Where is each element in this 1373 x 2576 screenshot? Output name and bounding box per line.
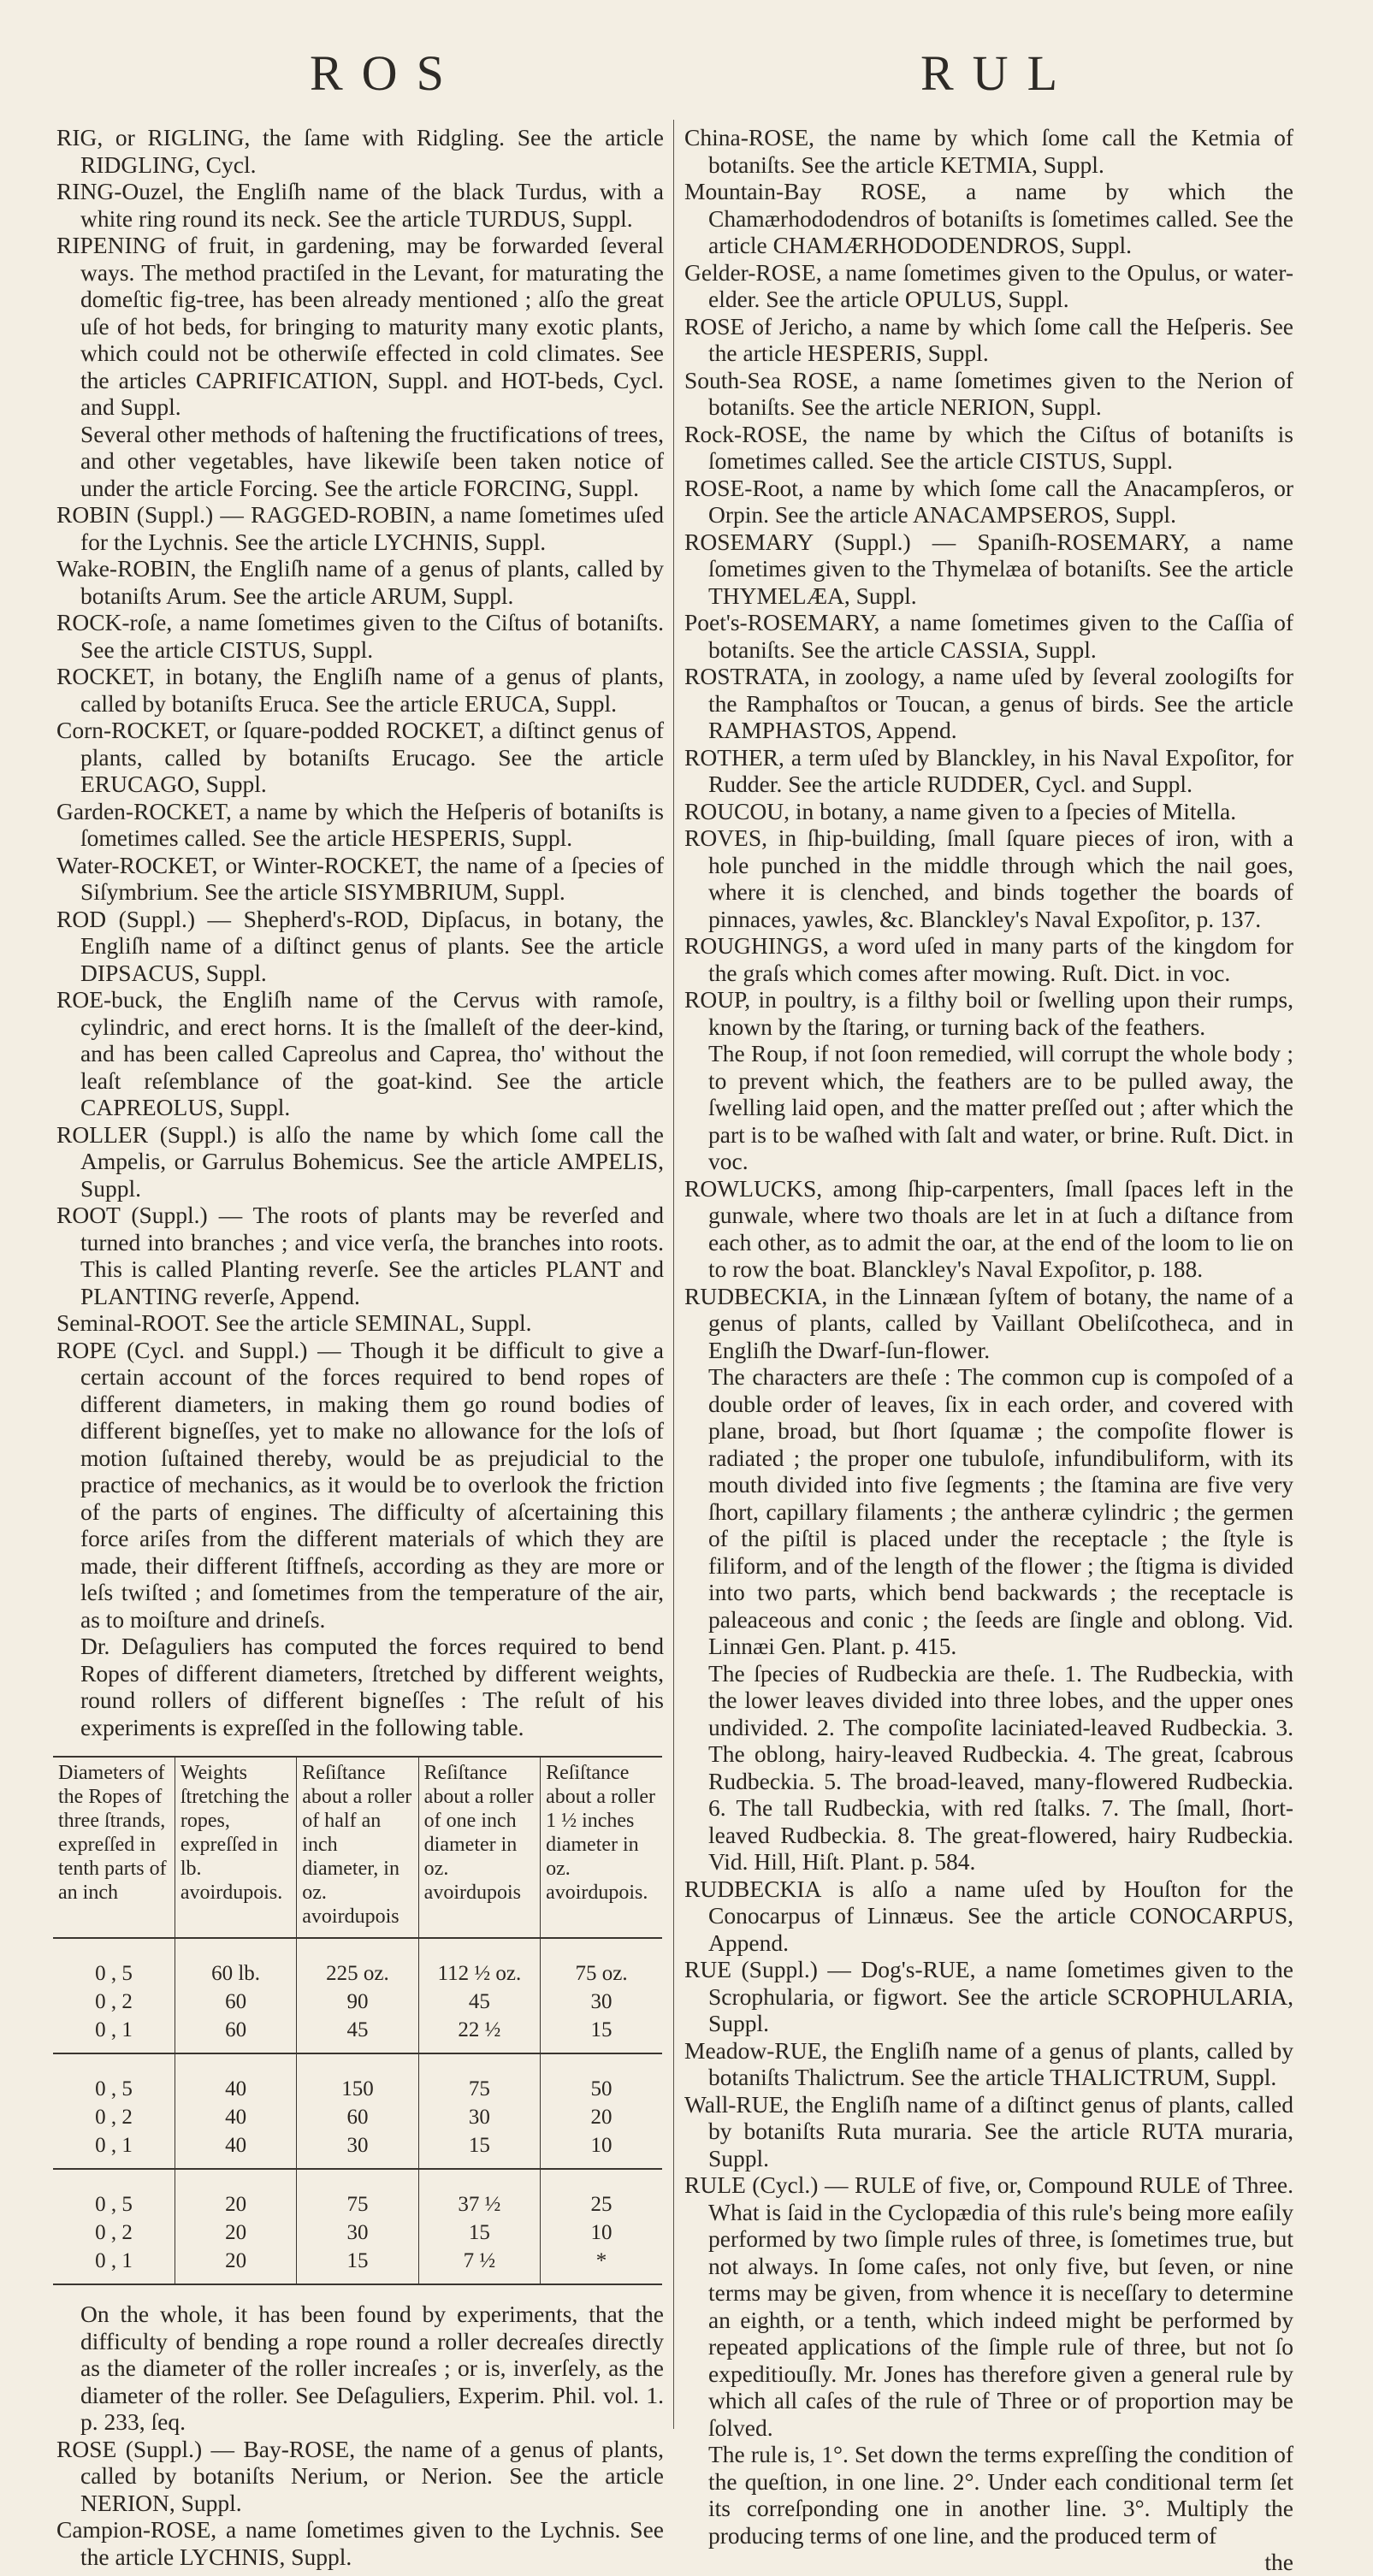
table-header-row [53,1757,662,1938]
entry-water-rocket: Water-ROCKET, or Winter-ROCKET, the name of a ſpecies of Siſymbrium. See the article SISYMBRIUM, Suppl. [56,851,664,905]
entry-rose-of-jericho: ROSE of Jericho, a name by which ſome call the Heſperis. See the article HESPERIS, Suppl. [684,312,1293,366]
left-column [56,124,664,2570]
table-row [53,1938,662,1988]
table-cell: 0 , 1 [53,2016,175,2053]
entry-rowlucks: ROWLUCKS, among ſhip-carpenters, ſmall ſpaces left in the gunwale, where two thoals are let in at ſuch a diſtance from each other, as to admit the oar, at the end of the loom to lie on to row the boat. Blanckley's Naval Expoſitor, p. 188. [684,1174,1293,1282]
table-cell: 22 ½ [418,2016,540,2053]
entry-gelder-rose: Gelder-ROSE, a name ſometimes given to the Opulus, or water-elder. See the article OPULUS, Suppl. [684,258,1293,312]
table-header: Weights ſtretching the ropes, expreſſed in lb. avoirdupois. [175,1757,296,1938]
table-cell: 0 , 2 [53,2219,175,2247]
table-header: Reſiſtance about a roller of one inch diameter in oz. avoirdupois [418,1757,540,1938]
table-header: Reſiſtance about a roller 1 ½ inches diameter in oz. avoirdupois. [541,1757,662,1938]
entry-ring-ouzel: RING-Ouzel, the Engliſh name of the black Turdus, with a white ring round its neck. See the article TURDUS, Suppl. [56,178,664,232]
right-column [684,124,1293,2576]
table-cell: 0 , 2 [53,1988,175,2016]
entry-rock-rose: ROCK-roſe, a name ſometimes given to the Ciſtus of botaniſts. See the article CISTUS, Suppl. [56,609,664,663]
catchword: the [1264,2549,1293,2575]
entry-corn-rocket: Corn-ROCKET, or ſquare-podded ROCKET, a diſtinct genus of plants, called by botaniſts Erucago. See the article ERUCAGO, Suppl. [56,717,664,797]
rope-table [53,1756,662,2285]
table-cell: 75 [418,2053,540,2103]
table-cell: 15 [297,2247,418,2284]
entry-rose: ROSE (Suppl.) — Bay-ROSE, the name of a genus of plants, called by botaniſts Nerium, or Nerion. See the article NERION, Suppl. [56,2435,664,2516]
table-cell: 60 [297,2103,418,2131]
table-cell: 0 , 1 [53,2247,175,2284]
table-cell: 20 [175,2219,296,2247]
entry-wall-rue: Wall-RUE, the Engliſh name of a diſtinct genus of plants, called by botaniſts Ruta muraria. See the article RUTA muraria, Suppl. [684,2090,1293,2171]
entry-rosemary: ROSEMARY (Suppl.) — Spaniſh-ROSEMARY, a name ſometimes given to the Thymelæa of botaniſts. See the article THYMELÆA, Suppl. [684,528,1293,609]
table-cell: 150 [297,2053,418,2103]
entry-roller: ROLLER (Suppl.) is alſo the name by which ſome call the Ampelis, or Garrulus Bohemicus. See the article AMPELIS, Suppl. [56,1120,664,1202]
entry-south-sea-rose: South-Sea ROSE, a name ſometimes given to the Nerion of botaniſts. See the article NERION, Suppl. [684,366,1293,420]
entry-rudbeckia-characters: The characters are theſe : The common cup is compoſed of a double order of leaves, ſix in each order, and covered with plane, broad, but ſhort ſquamæ ; the compoſite flower is radiated ; the proper one tubuloſe, infundibuliform, with its mouth divided into five ſegments ; the ſtamina are five very ſhort, capillary filaments ; the antheræ cylindric ; the germen of the piſtil is placed under the receptacle ; the ſtyle is filiform, and of the length of the flower ; the ſtigma is divided into two parts, which bend backwards ; the receptacle is paleaceous and conic ; the ſeeds are ſingle and oblong. Vid. Linnæi Gen. Plant. p. 415. [708,1363,1293,1659]
table-cell: 20 [175,2247,296,2284]
header-right: RUL [920,45,1076,101]
entry-robin: ROBIN (Suppl.) — RAGGED-ROBIN, a name ſometimes uſed for the Lychnis. See the article LYCHNIS, Suppl. [56,501,664,555]
table-cell: 40 [175,2131,296,2169]
table-row [53,1988,662,2016]
table-cell: 37 ½ [418,2169,540,2219]
table-cell: 0 , 1 [53,2131,175,2169]
entry-ripening-cont: Several other methods of haſtening the fructifications of trees, and other vegetables, have likewiſe been taken notice of under the article Forcing. See the article FORCING, Suppl. [80,420,664,501]
table-header: Diameters of the Ropes of three ſtrands, expreſſed in tenth parts of an inch [53,1757,175,1938]
table-cell: 25 [590,2192,613,2216]
table-cell: 0 , 5 [53,2169,175,2219]
entry-rope-conclusion: On the whole, it has been found by experiments, that the difficulty of bending a rope round a roller decreaſes directly as the diameter of the roller increaſes ; or is, inverſely, as the diameter of the roller. See Deſaguliers, Experim. Phil. vol. 1. p. 233, ſeq. [80,2301,664,2435]
entry-roucou: ROUCOU, in botany, a name given to a ſpecies of Mitella. [684,797,1237,824]
table-row [53,2131,662,2169]
table-cell: 40 [175,2103,296,2131]
entry-roup-cont: The Roup, if not ſoon remedied, will corrupt the whole body ; to prevent which, the feathers are to be pulled away, the ſwelling laid open, and the matter preſſed out ; after which the part is to be waſhed with ſalt and water, or brine. Ruſt. Dict. in voc. [708,1040,1293,1174]
column-divider [673,120,674,2429]
entry-root: ROOT (Suppl.) — The roots of plants may be reverſed and turned into branches ; and vice verſa, the branches into roots. This is called Planting reverſe. See the articles PLANT and PLANTING reverſe, Append. [56,1202,664,1309]
entry-rue: RUE (Suppl.) — Dog's-RUE, a name ſometimes given to the Scrophularia, or figwort. See the article SCROPHULARIA, Suppl. [684,1956,1293,2036]
table-cell: 112 ½ oz. [418,1938,540,1988]
entry-rule: RULE (Cycl.) — RULE of five, or, Compound RULE of Three. What is ſaid in the Cyclopædia of this rule's being more eaſily performed by two ſimple rules of three, is ſometimes true, but not always. In ſome caſes, not only five, but ſeven, or nine terms may be given, from whence it is neceſſary to determine an eighth, or a tenth, which indeed might be performed by repeated applications of the ſimple rule of three, but not ſo expeditiouſly. Mr. Jones has therefore given a general rule by which all caſes of the rule of Three or of proportion may be ſolved. [684,2171,1293,2441]
table-cell: 45 [418,1988,540,2016]
table-cell: 10 [541,2131,662,2169]
table-cell: 40 [175,2053,296,2103]
entry-roe-buck: ROE-buck, the Engliſh name of the Cervus with ramoſe, cylindric, and erect horns. It is the ſmalleſt of the deer-kind, and has been called Capreolus and Caprea, tho' without the leaſt reſemblance of the goat-kind. See the article CAPREOLUS, Suppl. [56,986,664,1120]
table-cell: 75 oz. [575,1961,628,1985]
entry-roughings: ROUGHINGS, a word uſed in many parts of the kingdom for the graſs which comes after mowing. Ruſt. Dict. in voc. [684,932,1293,986]
entry-rudbeckia-species: The ſpecies of Rudbeckia are theſe. 1. The Rudbeckia, with the lower leaves divided into three lobes, and the upper ones undivided. 2. The compoſite laciniated-leaved Rudbeckia. 3. The oblong, hairy-leaved Rudbeckia. 4. The great, ſcabrous Rudbeckia. 5. The broad-leaved, many-flowered Rudbeckia. 6. The tall Rudbeckia, with red ſtalks. 7. The ſmall, ſhort-leaved Rudbeckia. 8. The great-flowered, hairy Rudbeckia. Vid. Hill, Hiſt. Plant. p. 584. [708,1659,1293,1875]
entry-roves: ROVES, in ſhip-building, ſmall ſquare pieces of iron, with a hole punched in the middle through which the nail goes, where it is clenched, and binds together the boards of pinnaces, yawles, &c. Blanckley's Naval Expoſitor, p. 137. [684,824,1293,932]
table-cell: 45 [297,2016,418,2053]
table-cell: 30 [418,2103,540,2131]
entry-rock-rose-2: Rock-ROSE, the name by which the Ciſtus of botaniſts is ſometimes called. See the article CISTUS, Suppl. [684,420,1293,474]
table-cell: 10 [590,2220,613,2244]
table-cell: 15 [418,2131,540,2169]
table-row [53,2053,662,2103]
entry-rudbeckia: RUDBECKIA, in the Linnæan ſyſtem of botany, the name of a genus of plants, called by Vaillant Obeliſcotheca, and in Engliſh the Dwarf-ſun-flower. [684,1282,1293,1363]
entry-rother: ROTHER, a term uſed by Blanckley, in his Naval Expoſitor, for Rudder. See the article RUDDER, Cycl. and Suppl. [684,743,1293,797]
table-cell: 90 [297,1988,418,2016]
table-cell: 60 lb. [175,1938,296,1988]
entry-mountain-bay-rose: Mountain-Bay ROSE, a name by which the Chamærhododendros of botaniſts is ſometimes called. See the article CHAMÆRHODODENDROS, Suppl. [684,178,1293,258]
entry-roup: ROUP, in poultry, is a filthy boil or ſwelling upon their rumps, known by the ſtaring, or turning back of the feathers. [684,986,1293,1040]
entry-rod: ROD (Suppl.) — Shepherd's-ROD, Dipſacus, in botany, the Engliſh name of a diſtinct genus of plants. See the article DIPSACUS, Suppl. [56,905,664,986]
entry-meadow-rue: Meadow-RUE, the Engliſh name of a genus of plants, called by botaniſts Thalictrum. See the article THALICTRUM, Suppl. [684,2036,1293,2090]
table-cell: 225 oz. [297,1938,418,1988]
table-cell: * [595,2248,607,2272]
entry-wake-robin: Wake-ROBIN, the Engliſh name of a genus of plants, called by botaniſts Arum. See the article ARUM, Suppl. [56,555,664,609]
entry-ripening: RIPENING of fruit, in gardening, may be forwarded ſeveral ways. The method practiſed in the Levant, for maturating the domeſtic fig-tree, has been already mentioned ; alſo the great uſe of hot beds, for bringing to maturity many exotic plants, which could not be otherwiſe effected in cold climates. See the articles CAPRIFICATION, Suppl. and HOT-beds, Cycl. and Suppl. [56,232,664,420]
entry-garden-rocket: Garden-ROCKET, a name by which the Heſperis of botaniſts is ſometimes called. See the article HESPERIS, Suppl. [56,797,664,851]
entry-china-rose: China-ROSE, the name by which ſome call the Ketmia of botaniſts. See the article KETMIA, Suppl. [684,124,1293,178]
table-cell: 20 [175,2169,296,2219]
entry-rocket: ROCKET, in botany, the Engliſh name of a genus of plants, called by botaniſts Eruca. See the article ERUCA, Suppl. [56,663,664,717]
entry-rope-cont: Dr. Deſaguliers has computed the forces required to bend Ropes of different diameters, ſtretched by different weights, round rollers of different bigneſſes : The reſult of his experiments is expreſſed in the following table. [80,1633,664,1740]
entry-seminal-root: Seminal-ROOT. See the article SEMINAL, Suppl. [56,1309,532,1336]
table-row [53,2169,662,2219]
table-cell: 30 [297,2219,418,2247]
table-cell: 30 [297,2131,418,2169]
table-cell: 50 [590,2077,613,2100]
entry-rudbeckia-houston: RUDBECKIA is alſo a name uſed by Houſton for the Conocarpus of Linnæus. See the article CONOCARPUS, Append. [684,1875,1293,1956]
table-cell: 30 [590,1989,613,2013]
entry-rose-root: ROSE-Root, a name by which ſome call the Anacampſeros, or Orpin. See the article ANACAMPSEROS, Suppl. [684,474,1293,528]
table-row [53,2016,662,2053]
table-header: Reſiſtance about a roller of half an inch diameter, in oz. avoirdupois [297,1757,418,1938]
entry-poets-rosemary: Poet's-ROSEMARY, a name ſometimes given to the Caſſia of botaniſts. See the article CASSIA, Suppl. [684,609,1293,663]
entry-campion-rose: Campion-ROSE, a name ſometimes given to the Lychnis. See the article LYCHNIS, Suppl. [56,2516,664,2570]
table-cell: 20 [590,2105,613,2129]
entry-rule-cont: The rule is, 1°. Set down the terms expreſſing the condition of the queſtion, in one line. 2°. Under each conditional term ſet its correſponding one in another line. 3°. Multiply the producing terms of one line, and the produced term of [708,2441,1293,2549]
running-header [0,44,1373,113]
table-cell: 0 , 5 [53,1938,175,1988]
table-cell: 0 , 2 [53,2103,175,2131]
table-cell: 75 [297,2169,418,2219]
table-cell: 7 ½ [418,2247,540,2284]
table-row [53,2219,662,2247]
table-cell: 60 [175,1988,296,2016]
table-row [53,2247,662,2284]
entry-rig: RIG, or RIGLING, the ſame with Ridgling. See the article RIDGLING, Cycl. [56,124,664,178]
header-left: ROS [310,45,463,101]
table-row [53,2103,662,2131]
entry-rostrata: ROSTRATA, in zoology, a name uſed by ſeveral zoologiſts for the Ramphaſtos or Toucan, a genus of birds. See the article RAMPHASTOS, Append. [684,663,1293,743]
table-cell: 15 [418,2219,540,2247]
table-cell: 60 [175,2016,296,2053]
table-cell: 15 [541,2016,662,2053]
entry-rope: ROPE (Cycl. and Suppl.) — Though it be difficult to give a certain account of the forces required to bend ropes of different diameters, in making them go round bodies of different bigneſſes, yet to make no allowance for the loſs of motion ſuſtained thereby, would be as prejudicial to the practice of mechanics, as it would be to overlook the friction of the parts of engines. The difficulty of aſcertaining this force ariſes from the different materials of which they are made, their different ſtiffneſs, according as they are more or leſs twiſted ; and ſometimes from the temperature of the air, as to moiſture and drineſs. [56,1336,664,1633]
table-cell: 0 , 5 [53,2053,175,2103]
